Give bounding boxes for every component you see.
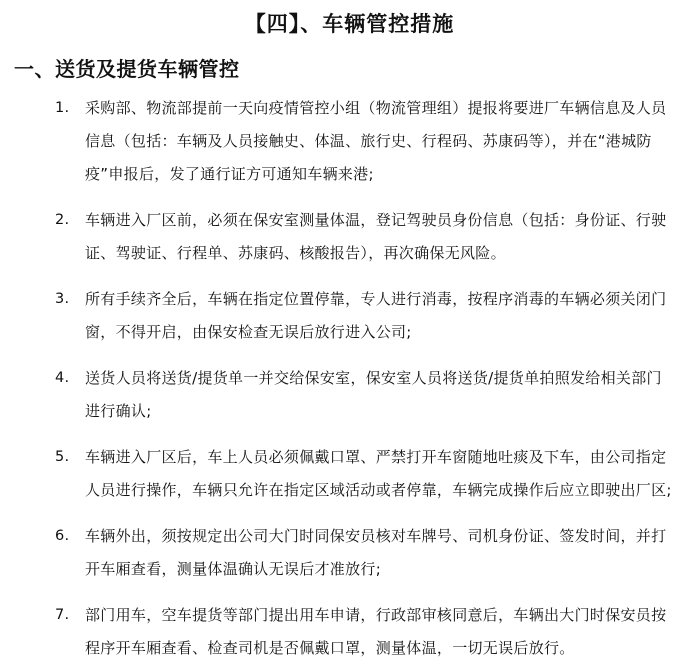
list-item (51, 441, 677, 507)
list-item-text: 车辆外出，须按规定出公司大门时同保安员核对车牌号、司机身份证、签发时间，并打开车厢查看，测量体温确认无误后才准放行; (85, 527, 667, 578)
numbered-list (0, 92, 699, 665)
list-item-text: 所有手续齐全后，车辆在指定位置停靠，专人进行消毒，按程序消毒的车辆必须关闭门窗，不得开启，由保安检查无误后放行进入公司; (85, 290, 667, 341)
section-heading: 一、送货及提货车辆管控 (14, 57, 240, 81)
list-item-text: 送货人员将送货/提货单一并交给保安室，保安室人员将送货/提货单拍照发给相关部门进行确认; (85, 369, 662, 420)
list-item (51, 362, 677, 428)
list-item (51, 92, 677, 191)
list-item (51, 520, 677, 586)
list-item-number: 1. (55, 100, 70, 116)
list-item-number: 4. (55, 370, 70, 386)
list-item (51, 599, 677, 665)
list-item-text: 部门用车，空车提货等部门提出用车申请，行政部审核同意后，车辆出大门时保安员按程序开车厢查看、检查司机是否佩戴口罩，测量体温，一切无误后放行。 (85, 606, 667, 657)
list-item-number: 3. (55, 291, 70, 307)
list-item-text: 车辆进入厂区前，必须在保安室测量体温，登记驾驶员身份信息（包括：身份证、行驶证、驾驶证、行程单、苏康码、核酸报告），再次确保无风险。 (85, 211, 667, 262)
list-item-text: 采购部、物流部提前一天向疫情管控小组（物流管理组）提报将要进厂车辆信息及人员信息（包括：车辆及人员接触史、体温、旅行史、行程码、苏康码等），并在“港城防疫”申报后，发了通行证方可通知车辆来港; (85, 99, 667, 183)
list-item (51, 283, 677, 349)
list-item-number: 5. (55, 449, 70, 465)
list-item-number: 7. (55, 607, 70, 623)
page-title: 【四】、车辆管控措施 (244, 12, 455, 36)
list-item-number: 6. (55, 528, 70, 544)
list-item-number: 2. (55, 212, 70, 228)
list-item-text: 车辆进入厂区后，车上人员必须佩戴口罩、严禁打开车窗随地吐痰及下车，由公司指定人员进行操作，车辆只允许在指定区域活动或者停靠，车辆完成操作后应立即驶出厂区; (85, 448, 672, 499)
list-item (51, 204, 677, 270)
